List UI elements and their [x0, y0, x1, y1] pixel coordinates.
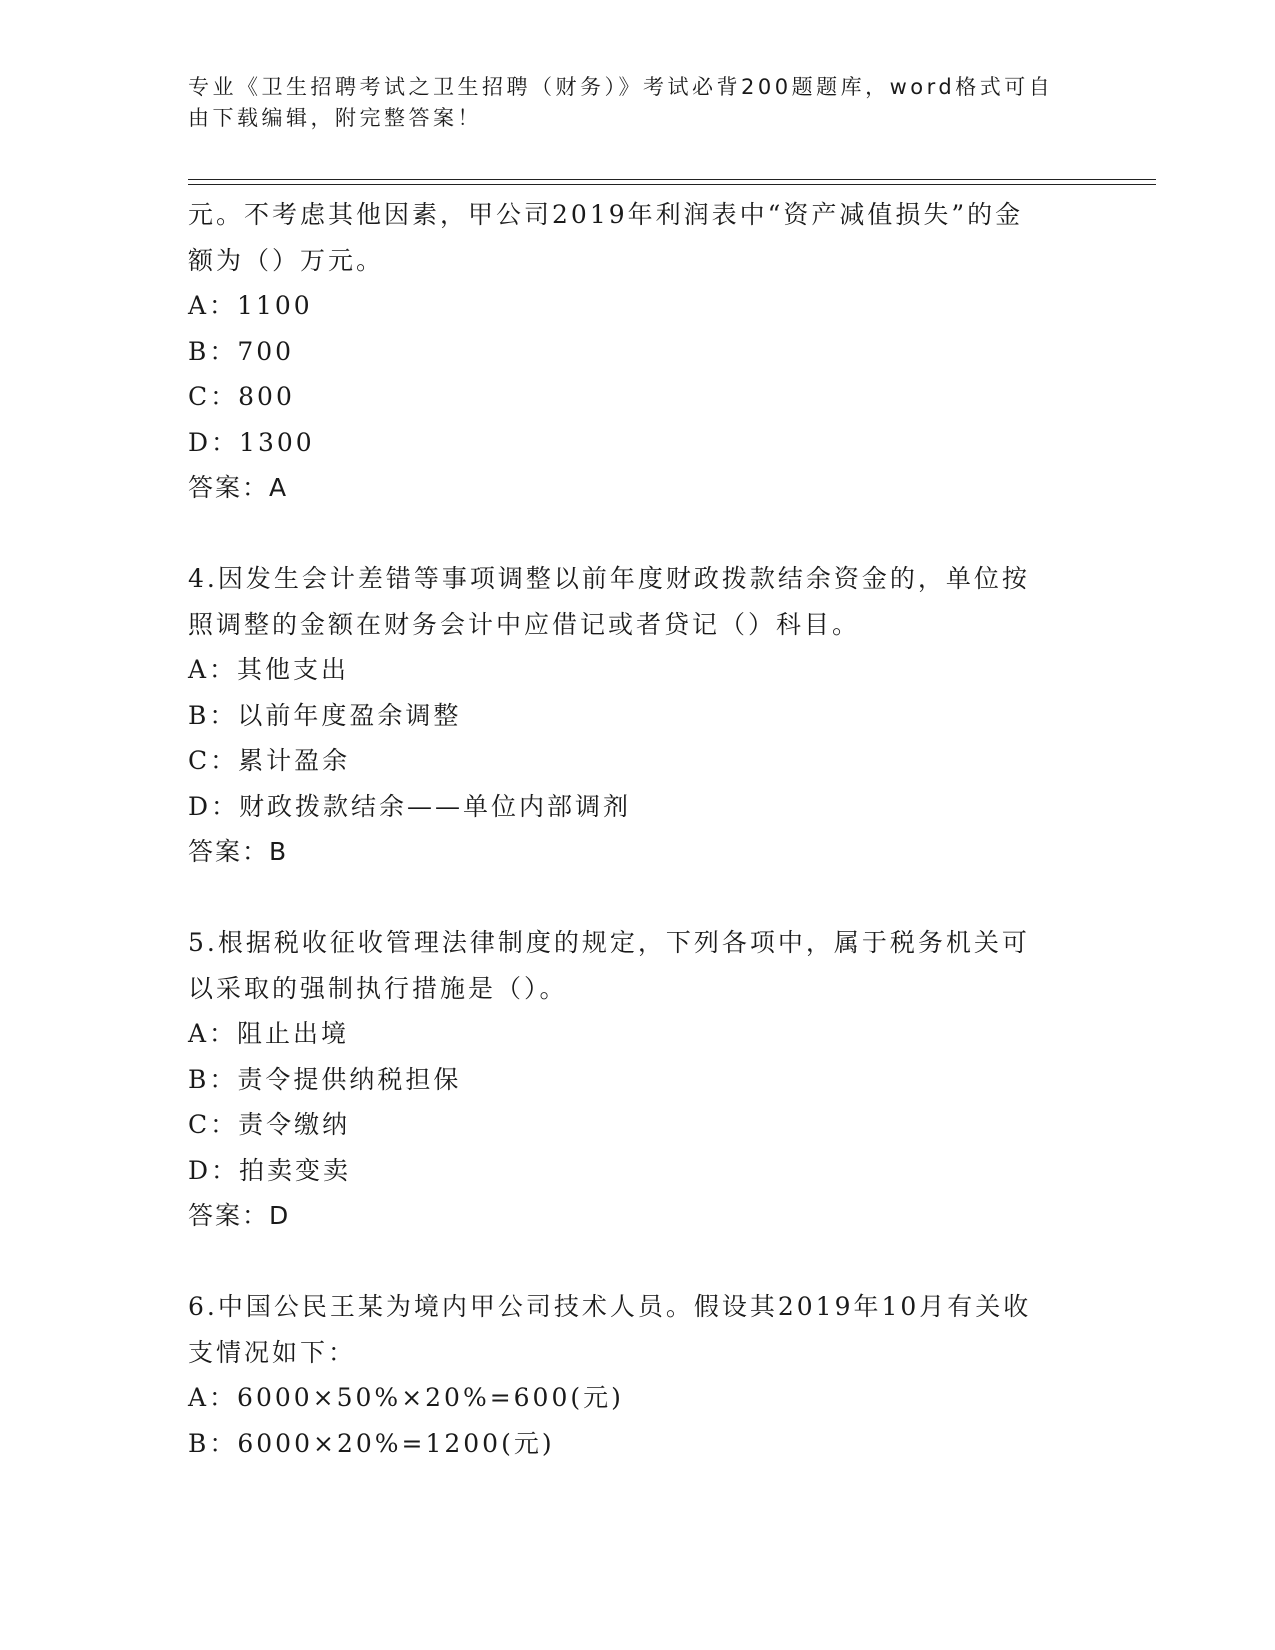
question-spacer: [188, 511, 1088, 557]
question-5: [188, 920, 1088, 1239]
option-b: B：6000×20%=1200(元): [188, 1428, 555, 1458]
answer-line: 答案：B: [188, 837, 289, 866]
option-d: D：拍卖变卖: [188, 1155, 352, 1185]
option-b: B：责令提供纳税担保: [188, 1064, 462, 1094]
question-stem-line: 额为（）万元。: [188, 245, 385, 275]
question-3: [188, 192, 1088, 511]
option-d: D：财政拨款结余——单位内部调剂: [188, 791, 632, 821]
option-a: A：6000×50%×20%=600(元): [188, 1383, 624, 1412]
question-4: [188, 556, 1088, 875]
option-c: C：累计盈余: [188, 746, 351, 775]
question-stem-line: 4.因发生会计差错等事项调整以前年度财政拨款结余资金的，单位按: [188, 564, 1030, 593]
question-stem-line: 支情况如下：: [188, 1337, 357, 1367]
answer-line: 答案：D: [188, 1201, 291, 1230]
option-c: C：800: [188, 382, 295, 411]
option-a: A：阻止出境: [188, 1019, 350, 1048]
document-header: [188, 72, 1068, 134]
question-spacer: [188, 875, 1088, 921]
option-c: C：责令缴纳: [188, 1110, 351, 1139]
question-spacer: [188, 1239, 1088, 1285]
question-6: [188, 1284, 1088, 1466]
option-b: B：700: [188, 336, 295, 366]
header-rule-top: [188, 179, 1156, 180]
document-body: [188, 192, 1088, 1466]
question-stem-line: 6.中国公民王某为境内甲公司技术人员。假设其2019年10月有关收: [188, 1292, 1032, 1321]
option-a: A：其他支出: [188, 655, 350, 684]
option-a: A：1100: [188, 291, 313, 320]
header-rule-bottom: [188, 184, 1156, 185]
question-stem-line: 元。不考虑其他因素，甲公司2019年利润表中“资产减值损失”的金: [188, 200, 1024, 229]
option-b: B：以前年度盈余调整: [188, 700, 462, 730]
question-stem-line: 以采取的强制执行措施是（）。: [188, 973, 568, 1003]
header-line-2: 由下载编辑，附完整答案！: [188, 106, 482, 130]
question-stem-line: 照调整的金额在财务会计中应借记或者贷记（）科目。: [188, 609, 861, 639]
question-stem-line: 5.根据税收征收管理法律制度的规定，下列各项中，属于税务机关可: [188, 928, 1030, 957]
header-line-1: 专业《卫生招聘考试之卫生招聘（财务）》考试必背200题题库，word格式可自: [188, 75, 1054, 99]
answer-line: 答案：A: [188, 473, 289, 502]
option-d: D：1300: [188, 427, 315, 457]
